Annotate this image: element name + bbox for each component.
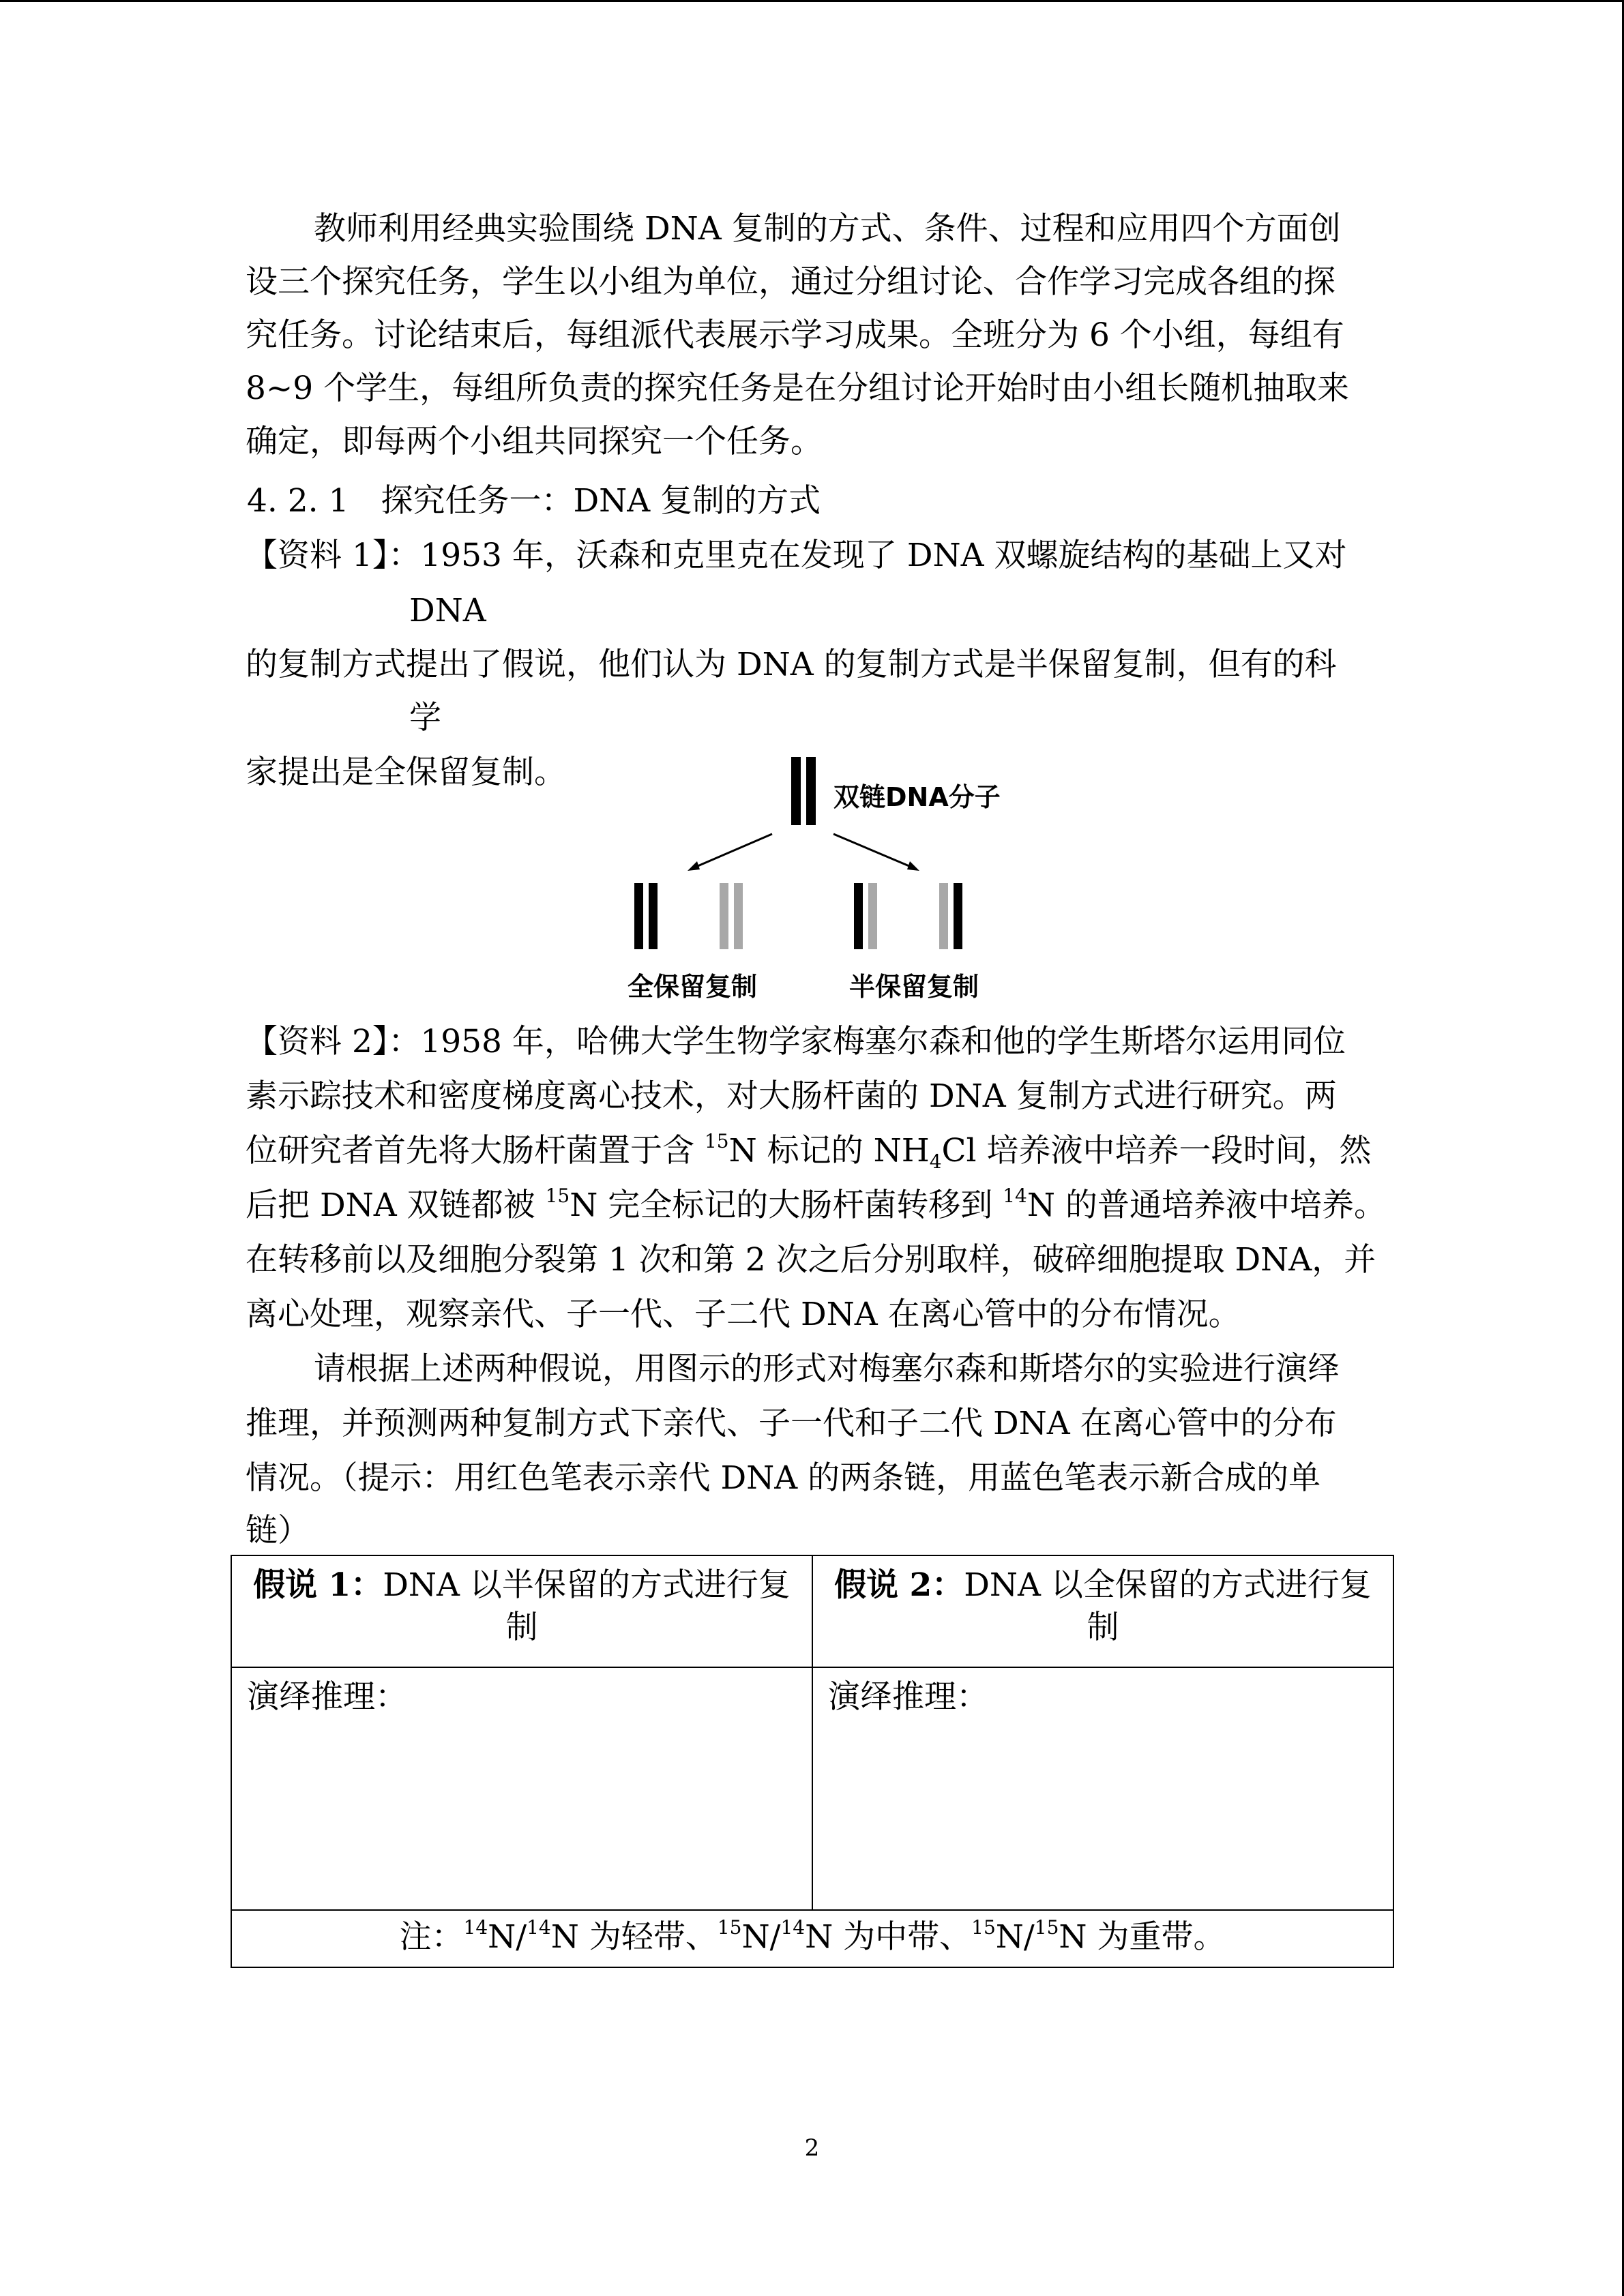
note-sup-3: 15 bbox=[717, 1916, 742, 1939]
hypothesis1-text: DNA 以半保留的方式进行复制 bbox=[383, 1566, 791, 1646]
note-text-1: N/ bbox=[488, 1918, 527, 1956]
material2-line3-c: Cl 培养液中培养一段时间，然 bbox=[941, 1132, 1372, 1169]
deduction-label-2: 演绎推理： bbox=[828, 1678, 988, 1716]
parent-strand-right bbox=[806, 757, 816, 825]
task-prompt-line2: 推理，并预测两种复制方式下亲代、子一代和子二代 DNA 在离心管中的分布 bbox=[246, 1405, 1337, 1442]
semiconservative-mol1-old-strand bbox=[854, 883, 863, 949]
paragraph1-line4: 8~9 个学生，每组所负责的探究任务是在分组讨论开始时由小组长随机抽取来 bbox=[246, 370, 1350, 407]
arrow-right-line bbox=[833, 834, 914, 868]
task-prompt-line1: 请根据上述两种假说，用图示的形式对梅塞尔森和斯塔尔的实验进行演绎 bbox=[314, 1350, 1340, 1388]
material2-line3 bbox=[246, 1131, 1371, 1172]
paragraph1-line3: 究任务。讨论结束后，每组派代表展示学习成果。全班分为 6 个小组，每组有 bbox=[246, 316, 1344, 354]
arrow-right-head bbox=[907, 861, 919, 871]
arrow-left-line bbox=[693, 834, 772, 868]
isotope-14-superscript: 14 bbox=[1003, 1184, 1027, 1207]
paragraph1-line5: 确定，即每两个小组共同探究一个任务。 bbox=[246, 423, 823, 460]
paragraph1-line2: 设三个探究任务，学生以小组为单位，通过分组讨论、合作学习完成各组的探 bbox=[246, 263, 1335, 301]
parent-label: 双链DNA分子 bbox=[833, 782, 1001, 812]
hypothesis-table bbox=[231, 1555, 1394, 1968]
page-border-top bbox=[0, 0, 1624, 2]
note-sup-5: 15 bbox=[971, 1916, 996, 1939]
material1-line5: 家提出是全保留复制。 bbox=[246, 754, 566, 791]
hypothesis2-text: DNA 以全保留的方式进行复制 bbox=[964, 1566, 1372, 1646]
material1-line1: 【资料 1】：1953 年，沃森和克里克在发现了 DNA 双螺旋结构的基础上又对 bbox=[246, 537, 1347, 574]
hypothesis1-label: 假说 1： bbox=[253, 1566, 383, 1604]
material1-line3: 的复制方式提出了假说，他们认为 DNA 的复制方式是半保留复制，但有的科 bbox=[246, 646, 1337, 683]
replication-diagram-svg bbox=[614, 747, 1037, 1009]
material1-line4: 学 bbox=[409, 699, 441, 736]
note-sup-4: 14 bbox=[780, 1916, 806, 1939]
note-sup-6: 15 bbox=[1034, 1916, 1059, 1939]
material2-line4-b: N 完全标记的大肠杆菌转移到 bbox=[570, 1187, 1003, 1224]
section-heading: 4. 2. 1 探究任务一：DNA 复制的方式 bbox=[247, 482, 821, 520]
material1-line2: DNA bbox=[409, 592, 486, 629]
conservative-new-strand-left bbox=[720, 883, 728, 949]
isotope-15-superscript: 15 bbox=[545, 1184, 570, 1207]
deduction-cell-1[interactable] bbox=[231, 1667, 812, 1910]
note-sup-2: 14 bbox=[527, 1916, 551, 1939]
page-number: 2 bbox=[804, 2134, 820, 2162]
material2-line3-b: N 标记的 NH bbox=[728, 1132, 930, 1169]
conservative-old-strand-left bbox=[634, 883, 643, 949]
replication-diagram bbox=[614, 747, 1037, 1009]
table-note-row bbox=[231, 1910, 1393, 1967]
material2-line4 bbox=[246, 1185, 1386, 1226]
isotope-15-superscript: 15 bbox=[704, 1130, 729, 1152]
arrow-left-head bbox=[688, 861, 700, 871]
table-note bbox=[231, 1910, 1393, 1967]
conservative-old-strand-right bbox=[649, 883, 658, 949]
material2-line3-a: 位研究者首先将大肠杆菌置于含 bbox=[246, 1132, 705, 1169]
note-text-4: N 为中带、 bbox=[805, 1918, 972, 1956]
hypothesis2-label: 假说 2： bbox=[834, 1566, 964, 1604]
hypothesis1-header bbox=[231, 1555, 812, 1667]
paragraph1-line1: 教师利用经典实验围绕 DNA 复制的方式、条件、过程和应用四个方面创 bbox=[314, 210, 1341, 248]
conservative-new-strand-right bbox=[734, 883, 743, 949]
note-text-6: N 为重带。 bbox=[1059, 1918, 1226, 1956]
hypothesis2-header bbox=[812, 1555, 1393, 1667]
deduction-label-1: 演绎推理： bbox=[247, 1678, 407, 1716]
conservative-label: 全保留复制 bbox=[628, 972, 758, 1002]
task-prompt-line3: 情况。（提示：用红色笔表示亲代 DNA 的两条链，用蓝色笔表示新合成的单 bbox=[246, 1459, 1321, 1497]
note-text-2: N 为轻带、 bbox=[550, 1918, 718, 1956]
material2-line4-a: 后把 DNA 双链都被 bbox=[246, 1187, 546, 1224]
semiconservative-mol1-new-strand bbox=[868, 883, 877, 949]
material2-line2: 素示踪技术和密度梯度离心技术，对大肠杆菌的 DNA 复制方式进行研究。两 bbox=[246, 1077, 1337, 1115]
task-prompt-line4: 链） bbox=[246, 1512, 310, 1549]
note-text-3: N/ bbox=[741, 1918, 781, 1956]
material2-line1: 【资料 2】：1958 年，哈佛大学生物学家梅塞尔森和他的学生斯塔尔运用同位 bbox=[246, 1023, 1346, 1060]
material2-line4-c: N 的普通培养液中培养。 bbox=[1027, 1187, 1386, 1224]
deduction-cell-2[interactable] bbox=[812, 1667, 1393, 1910]
table-header-row bbox=[231, 1555, 1393, 1667]
table-deduction-row bbox=[231, 1667, 1393, 1910]
semiconservative-mol2-new-strand bbox=[939, 883, 948, 949]
semiconservative-label: 半保留复制 bbox=[849, 972, 979, 1002]
note-text-5: N/ bbox=[995, 1918, 1035, 1956]
nh4-subscript: 4 bbox=[929, 1150, 942, 1173]
material2-line6: 离心处理，观察亲代、子一代、子二代 DNA 在离心管中的分布情况。 bbox=[246, 1296, 1241, 1333]
semiconservative-mol2-old-strand bbox=[954, 883, 962, 949]
note-prefix: 注： bbox=[399, 1918, 464, 1956]
note-sup-1: 14 bbox=[463, 1916, 488, 1939]
material2-line5: 在转移前以及细胞分裂第 1 次和第 2 次之后分别取样，破碎细胞提取 DNA，并 bbox=[246, 1241, 1376, 1279]
parent-strand-left bbox=[791, 757, 801, 825]
